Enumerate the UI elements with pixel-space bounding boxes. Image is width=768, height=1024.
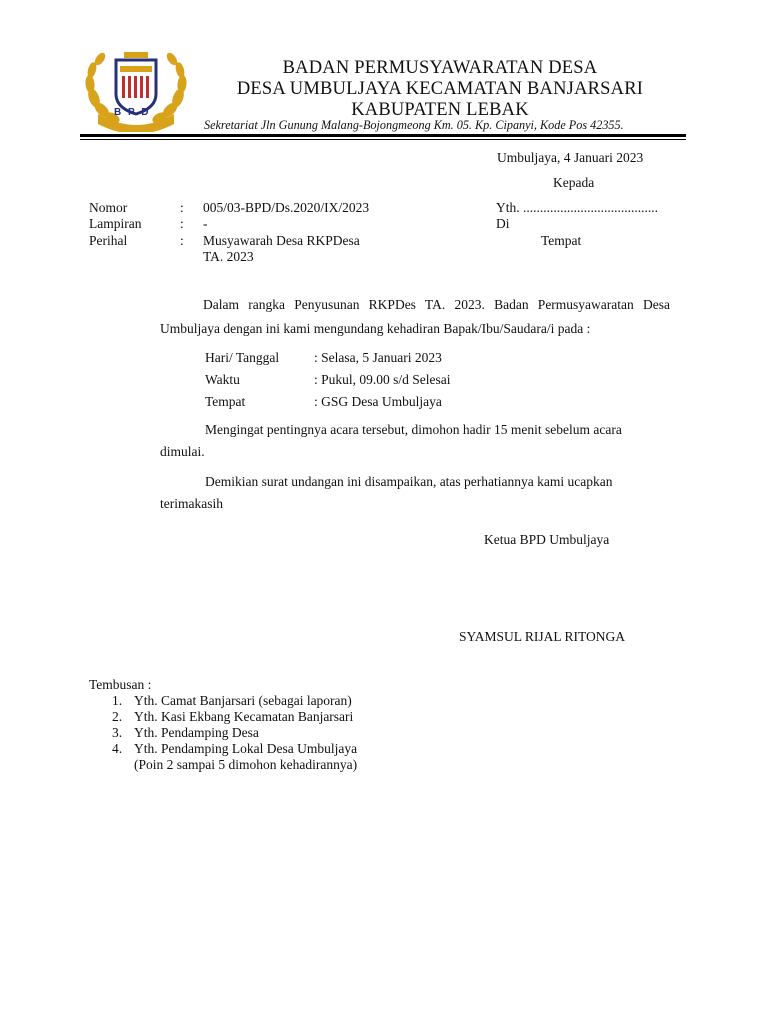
list-item [112, 693, 352, 709]
letter-date: Umbuljaya, 4 Januari 2023 [497, 150, 644, 165]
list-item-number: 3. [112, 725, 123, 740]
list-item-text: Yth. Pendamping Desa [134, 725, 259, 740]
meta-perihal-label: Perihal [89, 233, 128, 248]
letterhead-logo [80, 46, 192, 132]
meta-perihal-value-2: TA. 2023 [203, 249, 254, 264]
meta-nomor-value: 005/03-BPD/Ds.2020/IX/2023 [203, 200, 370, 215]
body-closing-1: Demikian surat undangan ini disampaikan, atas perhatiannya kami ucapkan [205, 474, 613, 489]
letterhead-divider-thick [80, 134, 686, 137]
detail-value-hari: : Selasa, 5 Januari 2023 [314, 350, 442, 365]
meta-perihal-value-1: Musyawarah Desa RKPDesa [203, 233, 360, 248]
tembusan-label: Tembusan : [89, 677, 152, 692]
recipient-di: Di [496, 216, 510, 231]
detail-value-tempat: : GSG Desa Umbuljaya [314, 394, 442, 409]
signature-title: Ketua BPD Umbuljaya [484, 532, 610, 547]
detail-label-waktu: Waktu [205, 372, 240, 387]
body-reminder-1: Mengingat pentingnya acara tersebut, dimohon hadir 15 menit sebelum acara [205, 422, 622, 437]
letterhead-line-3: KABUPATEN LEBAK [351, 100, 529, 120]
list-item [112, 741, 357, 757]
list-item-number: 2. [112, 709, 123, 724]
list-item-number: 4. [112, 741, 123, 756]
letterhead-line-1: BADAN PERMUSYAWARATAN DESA [282, 58, 598, 78]
meta-nomor-colon: : [180, 200, 184, 215]
letterhead-line-2: DESA UMBULJAYA KECAMATAN BANJARSARI [236, 79, 644, 99]
meta-lampiran-value: - [203, 216, 208, 231]
body-closing-2: terimakasih [160, 496, 223, 511]
list-item-text: Yth. Camat Banjarsari (sebagai laporan) [134, 693, 352, 708]
detail-value-waktu: : Pukul, 09.00 s/d Selesai [314, 372, 451, 387]
list-item-text: Yth. Pendamping Lokal Desa Umbuljaya [134, 741, 358, 756]
recipient-yth: Yth. ........................................ [496, 200, 658, 215]
letterhead-address: Sekretariat Jln Gunung Malang-Bojongmeong Km. 05. Kp. Cipanyi, Kode Pos 42355. [204, 118, 624, 132]
detail-label-tempat: Tempat [205, 394, 246, 409]
meta-nomor-label: Nomor [89, 200, 128, 215]
meta-lampiran-label: Lampiran [89, 216, 142, 231]
list-item-number: 1. [112, 693, 123, 708]
body-intro-text: Dalam rangka Penyusunan RKPDes TA. 2023. Badan Permusyawaratan Desa Umbuljaya dengan ini kami mengundang kehadiran Bapak/Ibu/Saudara/i pada : [160, 297, 670, 336]
recipient-kepada: Kepada [553, 175, 595, 190]
tembusan-note: (Poin 2 sampai 5 dimohon kehadirannya) [134, 757, 358, 772]
meta-perihal-colon: : [180, 233, 184, 248]
body-intro [160, 293, 670, 341]
signature-name: SYAMSUL RIJAL RITONGA [459, 629, 626, 644]
detail-label-hari: Hari/ Tanggal [205, 350, 280, 365]
logo-text: B P D [114, 107, 151, 118]
list-item [112, 709, 353, 725]
bpd-emblem-icon [80, 46, 192, 132]
list-item-text: Yth. Kasi Ekbang Kecamatan Banjarsari [134, 709, 354, 724]
body-reminder-2: dimulai. [160, 444, 205, 459]
letterhead-divider-thin [80, 139, 686, 140]
meta-lampiran-colon: : [180, 216, 184, 231]
list-item [112, 725, 259, 741]
recipient-tempat: Tempat [541, 233, 582, 248]
